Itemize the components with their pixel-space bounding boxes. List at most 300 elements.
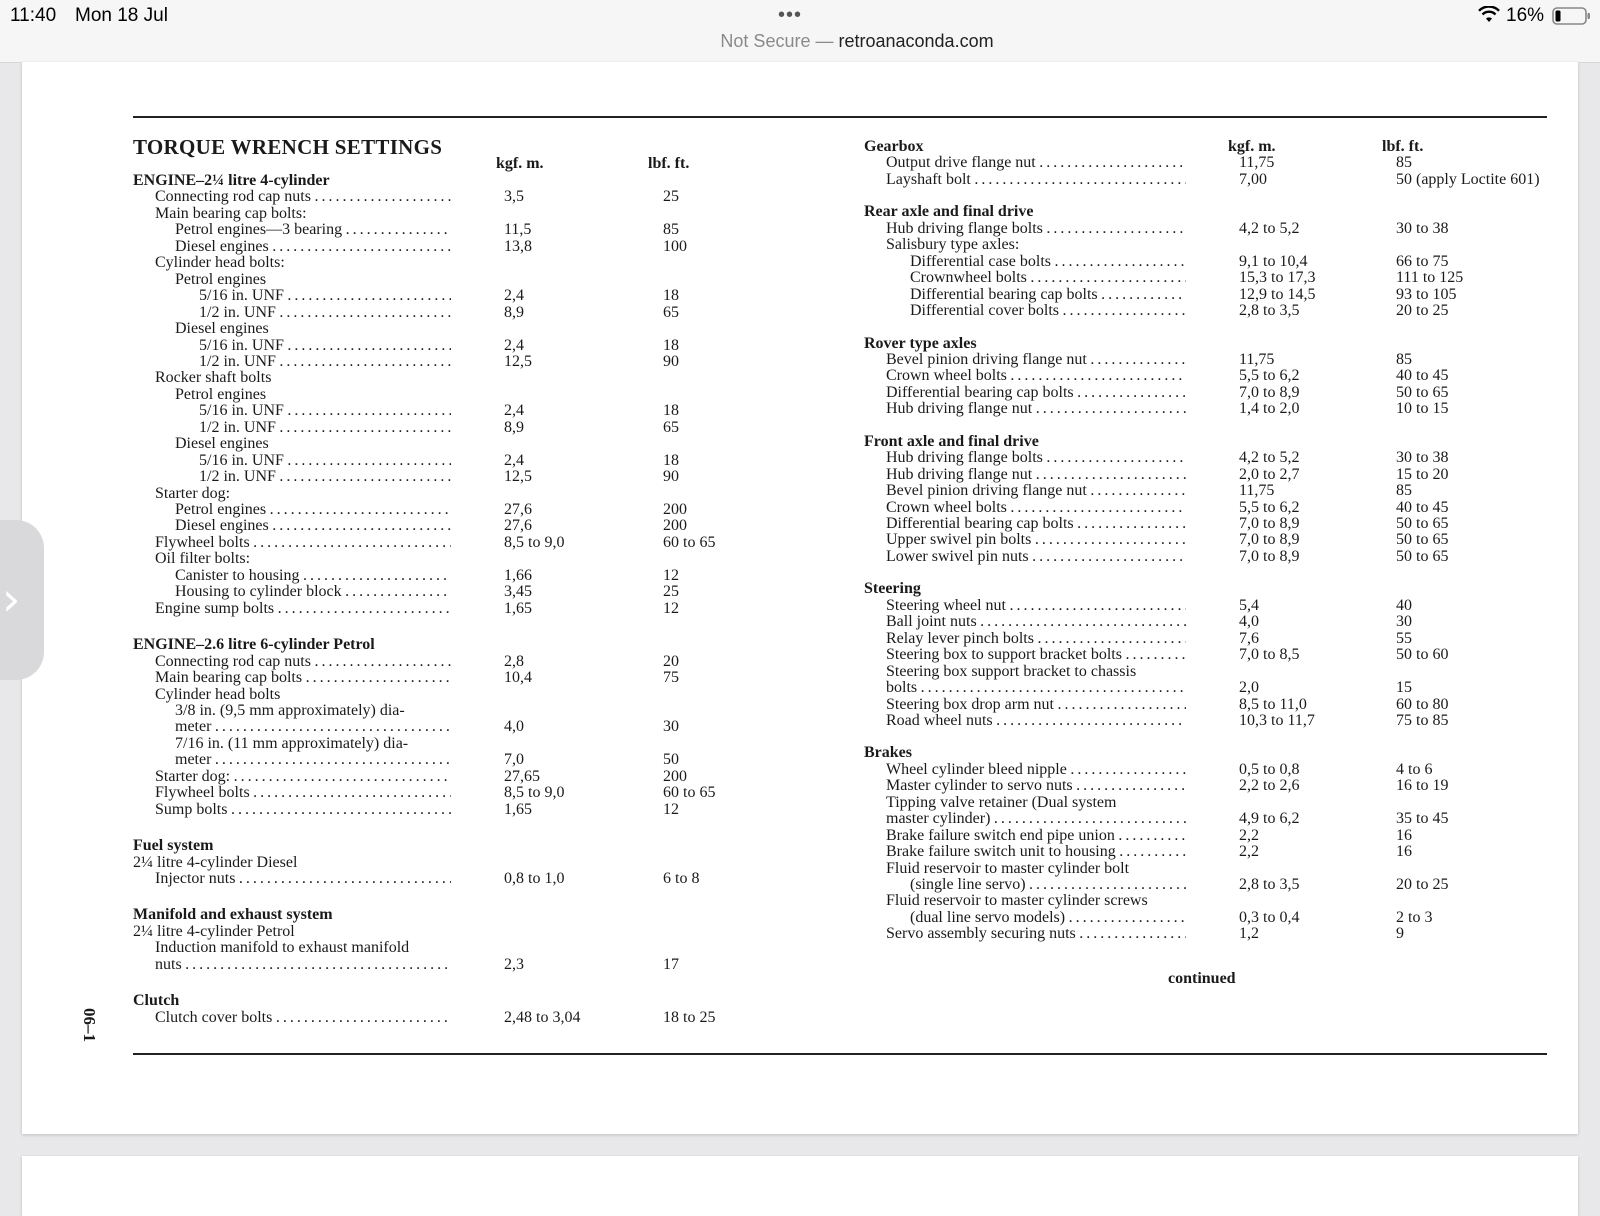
setting-label: Diesel engines	[175, 435, 269, 453]
setting-label: Sump bolts . . .	[155, 801, 451, 818]
lbf-value: 20 to 25	[1396, 302, 1449, 320]
kgf-value: 1,4 to 2,0	[1239, 400, 1300, 418]
lbf-value: 25	[663, 188, 679, 206]
lbf-value: 10 to 15	[1396, 400, 1449, 418]
setting-row	[864, 909, 1554, 926]
kgf-value: 8,5 to 9,0	[504, 533, 565, 551]
lbf-value: 55	[1396, 629, 1412, 647]
setting-label: Steering box drop arm nut . . .	[886, 696, 1186, 713]
section-heading	[133, 992, 783, 1009]
setting-row	[864, 499, 1554, 516]
kgf-value: 2,2	[1239, 826, 1259, 844]
lbf-value: 85	[1396, 482, 1412, 500]
setting-row	[864, 154, 1554, 171]
lbf-value: 50 (apply Loctite 601)	[1396, 170, 1540, 188]
setting-label: 5/16 in. UNF . . .	[199, 287, 451, 304]
setting-row	[133, 735, 783, 752]
setting-row	[864, 351, 1554, 368]
setting-label: Steering box to support bracket bolts . . .	[886, 646, 1186, 663]
setting-label: Bevel pinion driving flange nut . . .	[886, 351, 1186, 368]
lbf-value: 65	[663, 418, 679, 436]
battery-percent: 16%	[1506, 5, 1545, 26]
setting-row	[864, 171, 1554, 188]
kgf-value: 7,0 to 8,9	[1239, 547, 1300, 565]
kgf-value: 1,65	[504, 599, 532, 617]
lbf-value: 18	[663, 336, 679, 354]
setting-row	[864, 548, 1554, 565]
setting-row	[864, 515, 1554, 532]
setting-row	[133, 583, 783, 600]
kgf-value: 2,0 to 2,7	[1239, 465, 1300, 483]
setting-label: Road wheel nuts . . .	[886, 712, 1186, 729]
setting-label: Housing to cylinder block . . .	[175, 583, 451, 600]
setting-row	[864, 679, 1554, 696]
setting-label: Injector nuts . . .	[155, 870, 451, 887]
left-col-header-kgf: kgf. m.	[496, 155, 544, 172]
setting-row	[133, 702, 783, 719]
kgf-value: 2,8 to 3,5	[1239, 876, 1300, 893]
right-col-header-lbf: lbf. ft.	[1382, 138, 1424, 155]
lbf-value: 16	[1396, 826, 1412, 844]
setting-label: Crownwheel bolts . . .	[910, 269, 1186, 286]
section-heading	[864, 580, 1554, 597]
setting-row	[133, 221, 783, 238]
setting-row	[133, 854, 783, 871]
lbf-value: 90	[663, 468, 679, 486]
kgf-value: 2,3	[504, 955, 524, 973]
kgf-value: 12,5	[504, 352, 532, 370]
lbf-value: 9	[1396, 925, 1404, 943]
setting-row	[133, 1009, 783, 1026]
battery-icon	[1552, 7, 1592, 30]
kgf-value: 2,0	[1239, 679, 1259, 697]
kgf-value: 4,9 to 6,2	[1239, 810, 1300, 828]
setting-label: ENGINE–2.6 litre 6-cylinder Petrol	[133, 636, 375, 654]
section-heading	[133, 837, 783, 854]
setting-label: meter . . .	[175, 751, 451, 768]
kgf-value: 8,9	[504, 303, 524, 321]
lbf-value: 30 to 38	[1396, 219, 1449, 237]
setting-row	[864, 286, 1554, 303]
setting-label: Petrol engines	[175, 270, 267, 288]
setting-label: Diesel engines . . .	[175, 517, 451, 534]
setting-row	[864, 827, 1554, 844]
section-heading	[133, 906, 783, 923]
lbf-value: 85	[663, 221, 679, 239]
section-heading	[133, 172, 783, 189]
page-title: TORQUE WRENCH SETTINGS	[133, 135, 443, 159]
kgf-value: 7,0 to 8,9	[1239, 531, 1300, 549]
setting-label: Layshaft bolt . . .	[886, 171, 1186, 188]
page-number: 06–1	[80, 1008, 99, 1042]
kgf-value: 0,8 to 1,0	[504, 870, 565, 887]
lbf-value: 30	[663, 718, 679, 736]
setting-label: 7/16 in. (11 mm approximately) dia-	[175, 734, 409, 752]
address-bar[interactable]	[0, 31, 1600, 52]
setting-row	[133, 784, 783, 801]
top-rule	[133, 116, 1547, 118]
lbf-value: 18	[663, 451, 679, 469]
setting-label: Petrol engines . . .	[175, 501, 451, 518]
kgf-value: 8,5 to 11,0	[1239, 695, 1307, 713]
section-heading	[133, 636, 783, 653]
setting-label: Master cylinder to servo nuts . . .	[886, 777, 1186, 794]
kgf-value: 7,0 to 8,5	[1239, 646, 1300, 664]
setting-row	[133, 870, 783, 887]
setting-row	[864, 220, 1554, 237]
setting-label: bolts . . .	[886, 679, 1186, 696]
kgf-value: 5,5 to 6,2	[1239, 367, 1300, 385]
setting-row	[864, 367, 1554, 384]
section-heading	[864, 433, 1554, 450]
setting-label: Induction manifold to exhaust manifold	[155, 939, 410, 957]
lbf-value: 40	[1396, 596, 1412, 614]
lbf-value: 2 to 3	[1396, 908, 1433, 926]
setting-label: Hub driving flange bolts . . .	[886, 220, 1186, 237]
setting-row	[864, 253, 1554, 270]
setting-label: Rover type axles	[864, 334, 977, 352]
setting-label: 5/16 in. UNF . . .	[199, 402, 451, 419]
kgf-value: 0,3 to 0,4	[1239, 908, 1300, 926]
setting-label: Differential bearing cap bolts . . .	[886, 515, 1186, 532]
setting-row	[864, 597, 1554, 614]
setting-row	[133, 254, 783, 271]
kgf-value: 13,8	[504, 237, 532, 255]
kgf-value: 4,2 to 5,2	[1239, 449, 1300, 467]
setting-row	[864, 302, 1554, 319]
kgf-value: 11,75	[1239, 482, 1275, 500]
setting-row	[864, 466, 1554, 483]
setting-label: Canister to housing . . .	[175, 567, 451, 584]
setting-label: Diesel engines . . .	[175, 238, 451, 255]
setting-label: 1/2 in. UNF . . .	[199, 419, 451, 436]
kgf-value: 2,48 to 3,04	[504, 1008, 581, 1026]
setting-label: Starter dog:	[155, 484, 231, 502]
right-col-header-kgf: kgf. m.	[1228, 138, 1276, 155]
lbf-value: 40 to 45	[1396, 498, 1449, 516]
status-bar	[0, 0, 1600, 63]
lbf-value: 75	[663, 669, 679, 687]
setting-label: (single line servo) . . .	[910, 876, 1186, 893]
setting-label: 2¼ litre 4-cylinder Petrol	[133, 922, 295, 940]
setting-label: Differential bearing cap bolts . . .	[886, 384, 1186, 401]
kgf-value: 12,5	[504, 468, 532, 486]
setting-label: Steering box support bracket to chassis	[886, 662, 1137, 680]
setting-row	[864, 384, 1554, 401]
lbf-value: 60 to 80	[1396, 695, 1449, 713]
setting-row	[864, 810, 1554, 827]
setting-label: nuts . . .	[155, 956, 451, 973]
setting-row	[133, 304, 783, 321]
kgf-value: 2,4	[504, 402, 524, 420]
setting-label: Connecting rod cap nuts . . .	[155, 188, 451, 205]
setting-row	[133, 337, 783, 354]
setting-label: Fluid reservoir to master cylinder screws	[886, 892, 1148, 910]
not-secure-label: Not Secure —	[720, 31, 834, 51]
setting-label: meter . . .	[175, 718, 451, 735]
setting-label: Cylinder head bolts	[155, 685, 281, 703]
setting-row	[133, 320, 783, 337]
setting-row	[133, 550, 783, 567]
kgf-value: 5,4	[1239, 596, 1259, 614]
more-dots-button[interactable]: •••	[778, 4, 803, 26]
lbf-value: 50 to 65	[1396, 515, 1449, 532]
setting-label: 3/8 in. (9,5 mm approximately) dia-	[175, 701, 405, 719]
lbf-value: 16 to 19	[1396, 777, 1449, 795]
setting-label: Differential bearing cap bolts . . .	[910, 286, 1186, 303]
kgf-value: 11,5	[504, 221, 532, 239]
setting-row	[864, 482, 1554, 499]
kgf-value: 2,4	[504, 336, 524, 354]
setting-label: (dual line servo models) . . .	[910, 909, 1186, 926]
kgf-value: 1,65	[504, 800, 532, 818]
setting-label: Tipping valve retainer (Dual system	[886, 793, 1117, 811]
lbf-value: 20 to 25	[1396, 876, 1449, 893]
setting-row	[133, 238, 783, 255]
setting-label: Gearbox	[864, 138, 924, 155]
lbf-value: 200	[663, 767, 687, 785]
lbf-value: 25	[663, 583, 679, 601]
setting-label: Clutch cover bolts . . .	[155, 1009, 451, 1026]
next-page	[22, 1156, 1578, 1216]
setting-row	[133, 534, 783, 551]
kgf-value: 15,3 to 17,3	[1239, 269, 1316, 287]
kgf-value: 3,45	[504, 583, 532, 601]
setting-row	[133, 353, 783, 370]
kgf-value: 4,0	[504, 718, 524, 736]
lbf-value: 15 to 20	[1396, 465, 1449, 483]
setting-row	[133, 718, 783, 735]
lbf-value: 75 to 85	[1396, 711, 1449, 729]
section-heading	[864, 744, 1554, 761]
lbf-value: 111 to 125	[1396, 269, 1464, 287]
setting-label: Engine sump bolts . . .	[155, 600, 451, 617]
lbf-value: 30	[1396, 613, 1412, 631]
setting-row	[133, 402, 783, 419]
lbf-value: 50 to 65	[1396, 383, 1449, 401]
kgf-value: 1,66	[504, 566, 532, 584]
setting-label: Petrol engines—3 bearing . . .	[175, 221, 451, 238]
lbf-value: 66 to 75	[1396, 252, 1449, 270]
setting-label: Rocker shaft bolts	[155, 369, 272, 387]
setting-label: Manifold and exhaust system	[133, 906, 333, 924]
setting-label: Front axle and final drive	[864, 432, 1039, 450]
kgf-value: 27,6	[504, 517, 532, 535]
section-heading	[864, 203, 1554, 220]
setting-row	[133, 956, 783, 973]
setting-row	[864, 696, 1554, 713]
kgf-value: 5,5 to 6,2	[1239, 498, 1300, 516]
setting-label: Main bearing cap bolts . . .	[155, 669, 451, 686]
setting-label: Steering wheel nut . . .	[886, 597, 1186, 614]
lbf-value: 100	[663, 237, 687, 255]
setting-row	[133, 188, 783, 205]
kgf-value: 27,6	[504, 501, 532, 518]
setting-label: Hub driving flange bolts . . .	[886, 449, 1186, 466]
setting-label: Main bearing cap bolts:	[155, 204, 307, 222]
setting-row	[133, 435, 783, 452]
url-domain: retroanaconda.com	[838, 31, 994, 51]
setting-row	[864, 646, 1554, 663]
setting-label: Output drive flange nut . . .	[886, 154, 1186, 171]
setting-row	[864, 269, 1554, 286]
kgf-value: 7,0	[504, 751, 524, 769]
setting-label: Hub driving flange nut . . .	[886, 466, 1186, 483]
kgf-value: 12,9 to 14,5	[1239, 285, 1316, 303]
kgf-value: 2,4	[504, 451, 524, 469]
setting-label: ENGINE–2¼ litre 4-cylinder	[133, 172, 330, 189]
setting-row	[864, 630, 1554, 647]
side-panel-toggle[interactable]	[0, 520, 44, 680]
setting-label: 2¼ litre 4-cylinder Diesel	[133, 853, 298, 871]
setting-label: Salisbury type axles:	[886, 236, 1020, 254]
setting-row	[133, 369, 783, 386]
setting-label: Steering	[864, 580, 921, 598]
setting-row	[133, 419, 783, 436]
setting-label: 5/16 in. UNF . . .	[199, 452, 451, 469]
setting-label: Differential cover bolts . . .	[910, 302, 1186, 319]
setting-row	[133, 271, 783, 288]
lbf-value: 65	[663, 303, 679, 321]
lbf-value: 85	[1396, 154, 1412, 172]
lbf-value: 17	[663, 955, 679, 973]
kgf-value: 7,0 to 8,9	[1239, 515, 1300, 532]
setting-row	[133, 468, 783, 485]
lbf-value: 15	[1396, 679, 1412, 697]
setting-label: Differential case bolts . . .	[910, 253, 1186, 270]
lbf-value: 60 to 65	[663, 533, 716, 551]
setting-label: master cylinder) . . .	[886, 810, 1186, 827]
kgf-value: 2,8 to 3,5	[1239, 302, 1300, 320]
lbf-value: 4 to 6	[1396, 760, 1433, 778]
lbf-value: 50	[663, 751, 679, 769]
lbf-value: 60 to 65	[663, 784, 716, 802]
kgf-value: 10,3 to 11,7	[1239, 711, 1315, 729]
setting-label: 1/2 in. UNF . . .	[199, 468, 451, 485]
setting-row	[133, 939, 783, 956]
setting-label: Starter dog: . . .	[155, 768, 451, 785]
setting-label: Flywheel bolts . . .	[155, 784, 451, 801]
lbf-value: 12	[663, 566, 679, 584]
lbf-value: 16	[1396, 843, 1412, 861]
setting-row	[133, 751, 783, 768]
kgf-value: 8,9	[504, 418, 524, 436]
kgf-value: 8,5 to 9,0	[504, 784, 565, 802]
left-col-header-lbf: lbf. ft.	[648, 155, 690, 172]
setting-row	[133, 768, 783, 785]
setting-label: 1/2 in. UNF . . .	[199, 304, 451, 321]
setting-row	[133, 567, 783, 584]
setting-row	[864, 892, 1554, 909]
setting-row	[864, 761, 1554, 778]
setting-row	[133, 653, 783, 670]
setting-label: Brake failure switch end pipe union . . .	[886, 827, 1186, 844]
date: Mon 18 Jul	[75, 5, 168, 26]
kgf-value: 0,5 to 0,8	[1239, 760, 1300, 778]
setting-label: 1/2 in. UNF . . .	[199, 353, 451, 370]
kgf-value: 11,75	[1239, 350, 1275, 368]
setting-label: Relay lever pinch bolts . . .	[886, 630, 1186, 647]
setting-row	[133, 287, 783, 304]
setting-row	[864, 236, 1554, 253]
setting-row	[864, 860, 1554, 877]
setting-row	[864, 843, 1554, 860]
setting-label: Rear axle and final drive	[864, 203, 1034, 221]
setting-label: Brake failure switch unit to housing . . .	[886, 843, 1186, 860]
setting-label: Crown wheel bolts . . .	[886, 499, 1186, 516]
setting-row	[133, 923, 783, 940]
setting-label: Flywheel bolts . . .	[155, 534, 451, 551]
setting-label: 5/16 in. UNF . . .	[199, 337, 451, 354]
lbf-value: 18	[663, 402, 679, 420]
lbf-value: 35 to 45	[1396, 810, 1449, 828]
setting-label: Bevel pinion driving flange nut . . .	[886, 482, 1186, 499]
section-heading	[864, 335, 1554, 352]
setting-label: Connecting rod cap nuts . . .	[155, 653, 451, 670]
kgf-value: 1,2	[1239, 925, 1259, 943]
lbf-value: 50 to 65	[1396, 531, 1449, 549]
setting-label: Diesel engines	[175, 320, 269, 338]
clock: 11:40	[10, 5, 57, 26]
lbf-value: 18	[663, 287, 679, 305]
lbf-value: 12	[663, 599, 679, 617]
lbf-value: 12	[663, 800, 679, 818]
continued-note: continued	[1168, 970, 1236, 987]
lbf-value: 20	[663, 652, 679, 670]
setting-row	[133, 386, 783, 403]
setting-row	[864, 712, 1554, 729]
setting-label: Petrol engines	[175, 385, 267, 403]
kgf-value: 27,65	[504, 767, 540, 785]
kgf-value: 9,1 to 10,4	[1239, 252, 1308, 270]
setting-label: Hub driving flange nut . . .	[886, 400, 1186, 417]
setting-row	[133, 452, 783, 469]
setting-label: Lower swivel pin nuts . . .	[886, 548, 1186, 565]
kgf-value: 7,6	[1239, 629, 1259, 647]
kgf-value: 11,75	[1239, 154, 1275, 172]
setting-row	[133, 686, 783, 703]
setting-label: Oil filter bolts:	[155, 550, 251, 568]
lbf-value: 93 to 105	[1396, 285, 1457, 303]
setting-row	[864, 663, 1554, 680]
setting-label: Upper swivel pin bolts . . .	[886, 531, 1186, 548]
kgf-value: 7,0 to 8,9	[1239, 383, 1300, 401]
setting-row	[133, 485, 783, 502]
lbf-value: 85	[1396, 350, 1412, 368]
lbf-value: 90	[663, 352, 679, 370]
kgf-value: 2,2	[1239, 843, 1259, 861]
setting-label: Wheel cylinder bleed nipple . . .	[886, 761, 1186, 778]
setting-label: Servo assembly securing nuts . . .	[886, 925, 1186, 942]
lbf-value: 30 to 38	[1396, 449, 1449, 467]
kgf-value: 7,00	[1239, 170, 1267, 188]
chevron-right-icon: ›	[2, 572, 21, 626]
setting-row	[133, 501, 783, 518]
section-heading	[864, 138, 1554, 155]
setting-row	[864, 794, 1554, 811]
lbf-value: 18 to 25	[663, 1008, 716, 1026]
setting-row	[864, 613, 1554, 630]
kgf-value: 4,0	[1239, 613, 1259, 631]
lbf-value: 40 to 45	[1396, 367, 1449, 385]
setting-label: Brakes	[864, 744, 912, 762]
setting-label: Cylinder head bolts:	[155, 254, 285, 272]
setting-row	[864, 876, 1554, 893]
setting-row	[864, 925, 1554, 942]
setting-row	[133, 801, 783, 818]
setting-row	[133, 205, 783, 222]
setting-row	[133, 669, 783, 686]
